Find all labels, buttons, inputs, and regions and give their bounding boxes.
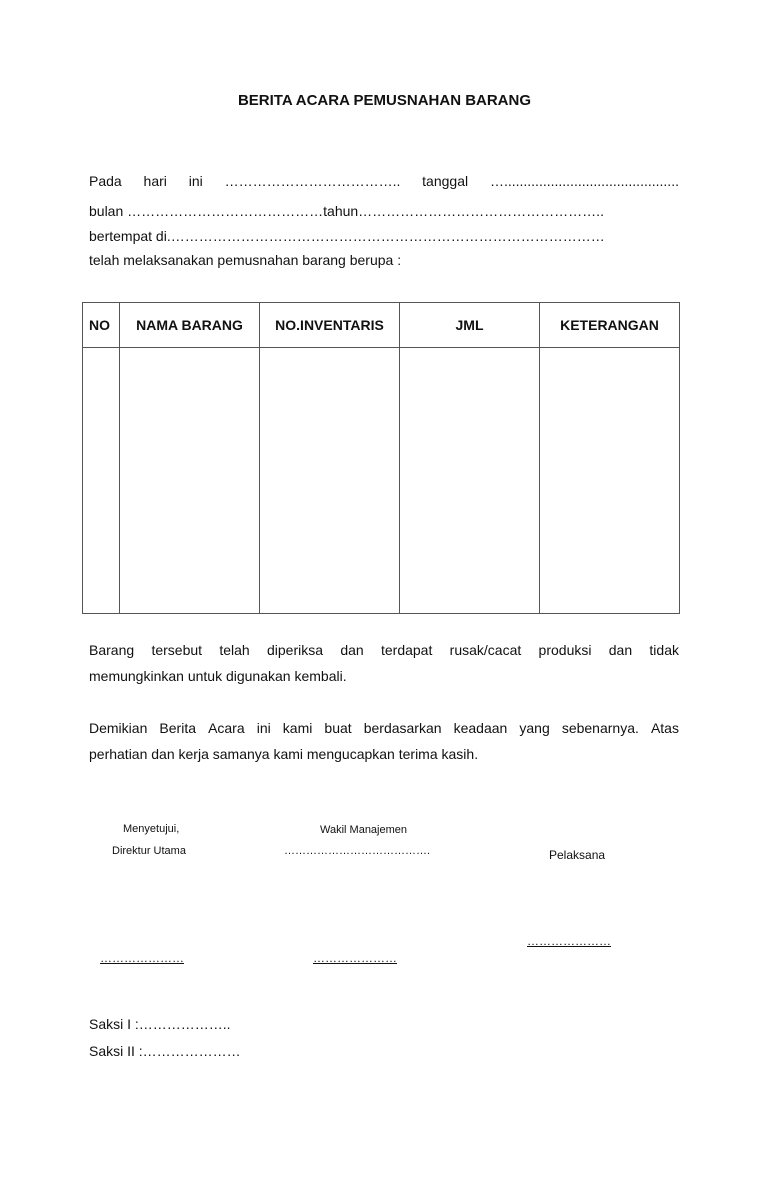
paragraph-word: terdapat [380, 642, 433, 658]
paragraph-word: Acara [208, 720, 245, 736]
paragraph-word: diperiksa [267, 642, 324, 658]
header-nama-barang: NAMA BARANG [120, 303, 260, 348]
wakil-manajemen-label: Wakil Manajemen [320, 824, 408, 836]
paragraph-word: berdasarkan [363, 720, 442, 736]
paragraph-word: rusak/cacat [449, 642, 522, 658]
paragraph-word: Demikian [89, 720, 148, 736]
paragraph-word: produksi [538, 642, 592, 658]
header-keterangan: KETERANGAN [540, 303, 680, 348]
wakil-signature-line: ………………… [313, 951, 397, 965]
intro-line-3: bertempat di.………………………………………………………………………………… [89, 228, 605, 244]
approval-label: Menyetujui, [123, 823, 180, 835]
document-title: BERITA ACARA PEMUSNAHAN BARANG [237, 92, 532, 109]
wakil-name-blank: …………………………………. [284, 845, 431, 857]
saksi-1: Saksi I :……………….. [89, 1016, 231, 1032]
paragraph-word: telah [219, 642, 250, 658]
paragraph-2-line-2: perhatian dan kerja samanya kami mengucapkan terima kasih. [89, 746, 479, 762]
paragraph-2-line-1 [89, 720, 679, 736]
intro-word: tanggal [422, 173, 469, 189]
table-cell [540, 348, 680, 614]
saksi-2: Saksi II :………………… [89, 1043, 241, 1059]
paragraph-word: dan [340, 642, 364, 658]
pelaksana-label: Pelaksana [549, 848, 606, 862]
intro-line-2: bulan ……………………………………tahun…………………………………………….. [89, 203, 604, 219]
paragraph-word: ini [256, 720, 271, 736]
director-signature-line: ………………… [100, 951, 184, 965]
paragraph-word: buat [324, 720, 352, 736]
header-jml: JML [400, 303, 540, 348]
header-no-inventaris: NO.INVENTARIS [260, 303, 400, 348]
paragraph-word: keadaan [453, 720, 508, 736]
table-cell [260, 348, 400, 614]
intro-line-1 [89, 173, 679, 189]
intro-word: Pada [89, 173, 122, 189]
paragraph-word: Barang [89, 642, 135, 658]
day-blank: ……………………………….. [224, 173, 401, 189]
paragraph-1-line-2: memungkinkan untuk digunakan kembali. [89, 668, 347, 684]
intro-word: hari [143, 173, 167, 189]
paragraph-word: kami [282, 720, 313, 736]
paragraph-word: sebenarnya. [561, 720, 639, 736]
pelaksana-signature-line: ………………… [527, 934, 611, 948]
table-cell [83, 348, 120, 614]
date-blank: …............................................. [489, 173, 679, 189]
director-label: Direktur Utama [112, 845, 186, 857]
intro-line-4: telah melaksanakan pemusnahan barang berupa : [89, 252, 402, 268]
table-header-row [83, 303, 680, 348]
table-cell [400, 348, 540, 614]
paragraph-word: Berita [159, 720, 196, 736]
paragraph-1-line-1 [89, 642, 679, 658]
paragraph-word: yang [519, 720, 550, 736]
paragraph-word: Atas [650, 720, 679, 736]
paragraph-word: dan [608, 642, 633, 658]
table-cell [120, 348, 260, 614]
table-row [83, 348, 680, 614]
intro-word: ini [188, 173, 203, 189]
header-no: NO [83, 303, 120, 348]
items-table [82, 302, 680, 614]
paragraph-word: tidak [649, 642, 679, 658]
paragraph-word: tersebut [151, 642, 203, 658]
